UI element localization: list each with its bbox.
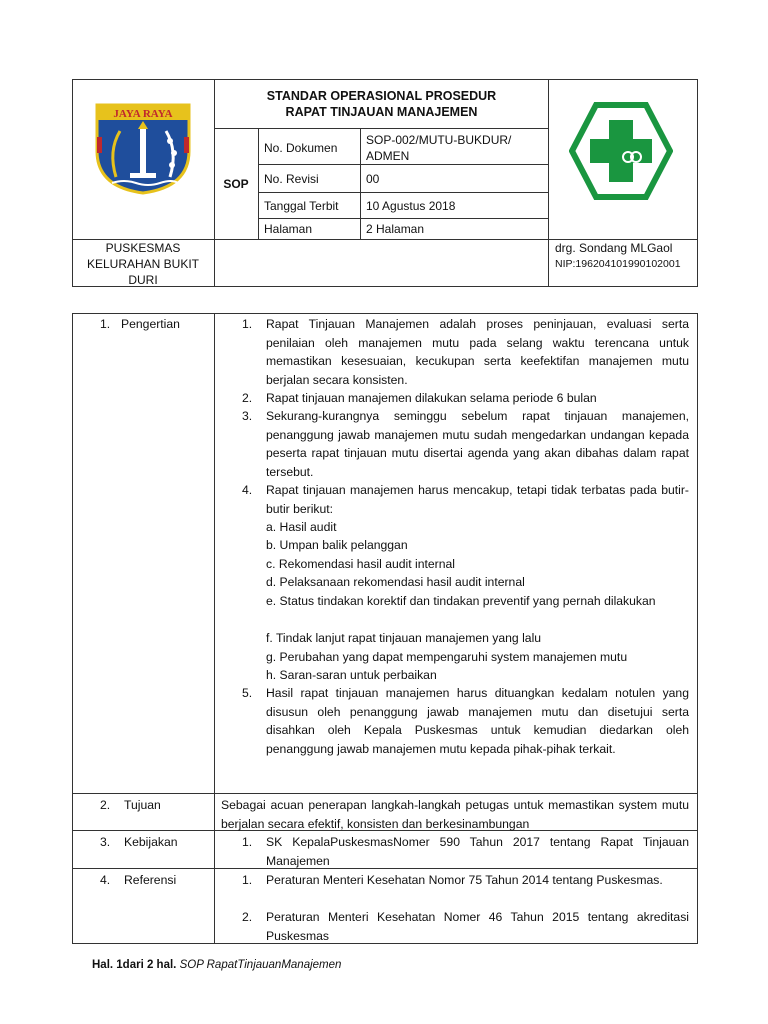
- puskesmas-line2: KELURAHAN BUKIT: [86, 257, 200, 271]
- tujuan-text: Sebagai acuan penerapan langkah-langkah petugas untuk memastikan system mutu berjalan secara efektif, konsisten dan berkesinambungan: [221, 798, 689, 831]
- list-item: Sekurang-kurangnya seminggu sebelum rapat tinjauan manajemen, penanggung jawab manajemen mutu sudah mengedarkan undangan kepada peserta rapat tinjauan mutu disertai agenda yang akan dibahas dalam rapat tersebut.: [266, 409, 689, 479]
- puskesmas-logo: [569, 102, 673, 200]
- list-item: Peraturan Menteri Kesehatan Nomor 75 Tahun 2014 tentang Puskesmas.: [266, 873, 663, 887]
- sub-item: a. Hasil audit: [266, 520, 337, 534]
- puskesmas-line1: PUSKESMAS: [105, 241, 181, 255]
- row-value-no-dokumen-line2: ADMEN: [366, 149, 410, 163]
- puskesmas-line3: DURI: [128, 273, 158, 287]
- sop-title-line1: STANDAR OPERASIONAL PROSEDUR: [266, 89, 497, 103]
- list-item: Rapat tinjauan manajemen harus mencakup, tetapi tidak terbatas pada butir-butir berikut:: [266, 483, 689, 516]
- logo-cross: [590, 120, 652, 182]
- list-item: Rapat tinjauan manajemen dilakukan selama periode 6 bulan: [266, 391, 597, 405]
- row-value-tanggal-terbit: 10 Agustus 2018: [366, 199, 456, 213]
- row-label-no-dokumen: No. Dokumen: [264, 141, 338, 155]
- section-number-kebijakan: 3.: [100, 835, 111, 849]
- section-number-referensi: 4.: [100, 873, 111, 887]
- list-item: Peraturan Menteri Kesehatan Nomer 46 Tahun 2015 tentang akreditasi Puskesmas: [266, 910, 689, 943]
- sub-item: g. Perubahan yang dapat mempengaruhi system manajemen mutu: [266, 650, 628, 664]
- list-item-number: 1.: [242, 835, 253, 849]
- monas-tower: [140, 129, 146, 175]
- row-label-tanggal-terbit: Tanggal Terbit: [264, 199, 339, 213]
- list-item-number: 1.: [242, 873, 253, 887]
- row-value-halaman: 2 Halaman: [366, 222, 425, 236]
- row-value-no-revisi: 00: [366, 172, 380, 186]
- sub-item: b. Umpan balik pelanggan: [266, 538, 408, 552]
- emblem-text: JAYA RAYA: [113, 108, 173, 120]
- header-top-border: [72, 79, 698, 80]
- row-label-no-revisi: No. Revisi: [264, 172, 319, 186]
- section-title-kebijakan: Kebijakan: [124, 835, 178, 849]
- list-item-number: 3.: [242, 409, 253, 423]
- signer-nip: NIP:196204101990102001: [555, 258, 681, 270]
- signer-name: drg. Sondang MLGaol: [555, 241, 673, 255]
- sub-item: e. Status tindakan korektif dan tindakan preventif yang pernah dilakukan: [266, 594, 656, 608]
- section-title-tujuan: Tujuan: [124, 798, 161, 812]
- list-item: Rapat Tinjauan Manajemen adalah proses peninjauan, evaluasi serta penilaian oleh manajemen mutu pada selang waktu terencana untuk memastikan kesesuaian, kecukupan serta keefektifan manajemen mutu berjalan secara konsisten.: [266, 317, 689, 387]
- title-bottom-border: [214, 128, 549, 129]
- list-item-number: 5.: [242, 686, 253, 700]
- page-footer: [92, 958, 341, 973]
- list-item: SK KepalaPuskesmasNomer 590 Tahun 2017 tentang Rapat Tinjauan Manajemen: [266, 835, 689, 868]
- sub-item: h. Saran-saran untuk perbaikan: [266, 668, 437, 682]
- sub-item: f. Tindak lanjut rapat tinjauan manajemen yang lalu: [266, 631, 542, 645]
- section-title-pengertian: Pengertian: [121, 317, 180, 331]
- sub-item: c. Rekomendasi hasil audit internal: [266, 557, 456, 571]
- sub-item: d. Pelaksanaan rekomendasi hasil audit internal: [266, 575, 525, 589]
- section-number-tujuan: 2.: [100, 798, 111, 812]
- jaya-raya-emblem: [94, 101, 192, 195]
- footer-page-text: Hal. 1dari 2 hal.: [92, 959, 177, 971]
- section-title-referensi: Referensi: [124, 873, 177, 887]
- sop-title-line2: RAPAT TINJAUAN MANAJEMEN: [285, 105, 478, 119]
- sop-label: SOP: [223, 177, 249, 191]
- list-item: Hasil rapat tinjauan manajemen harus dituangkan kedalam notulen yang disusun oleh penanggung jawab manajemen mutu dan disetujui serta disahkan oleh Kepala Puskesmas untuk kemudian diedarkan oleh penanggung jawab manajemen mutu kepada pihak-pihak terkait.: [266, 686, 689, 756]
- list-item-number: 1.: [242, 317, 253, 331]
- footer-doc-name: SOP RapatTinjauanManajemen: [179, 959, 342, 971]
- list-item-number: 2.: [242, 910, 253, 924]
- list-item-number: 2.: [242, 391, 253, 405]
- section-number-pengertian: 1.: [100, 317, 111, 331]
- row-value-no-dokumen-line1: SOP-002/MUTU-BUKDUR/: [366, 133, 512, 147]
- row-label-halaman: Halaman: [264, 222, 313, 236]
- list-item-number: 4.: [242, 483, 253, 497]
